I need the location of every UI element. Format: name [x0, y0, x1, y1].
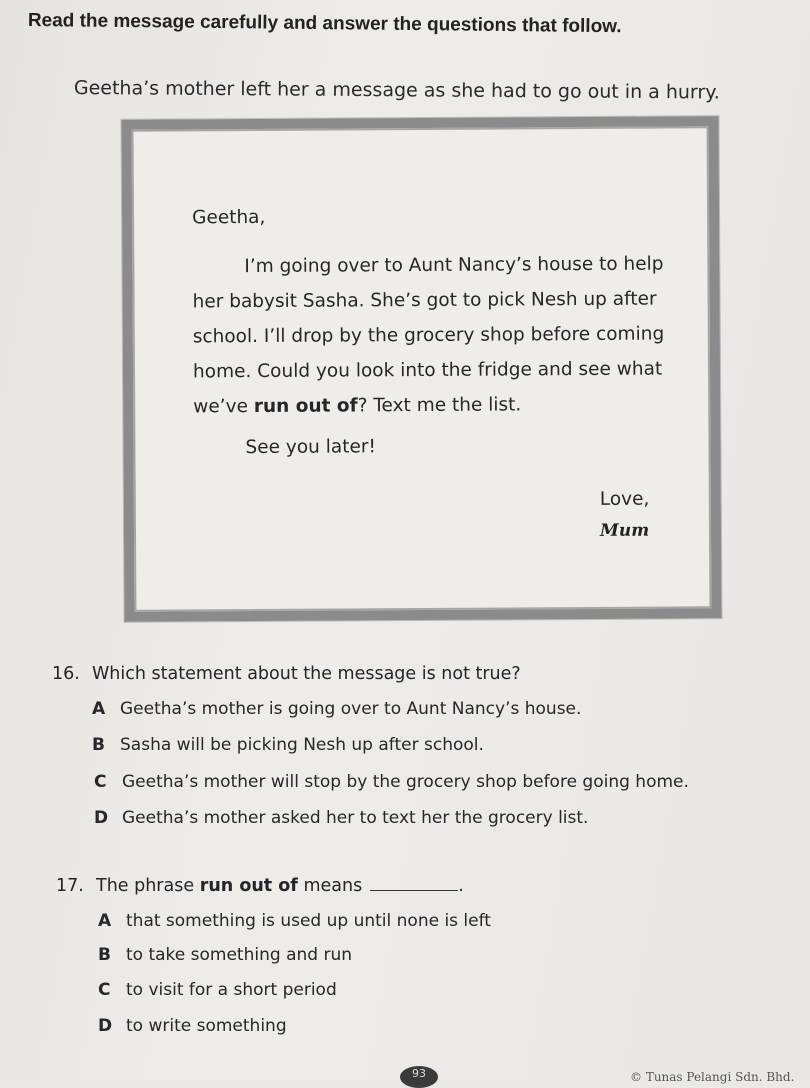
question-17	[56, 876, 464, 896]
option-letter: D	[94, 808, 109, 828]
option-text: to write something	[126, 1016, 287, 1036]
option-17-c[interactable]	[98, 980, 337, 1000]
message-body-line: her babysit Sasha. She’s got to pick Nesh up after	[192, 288, 657, 313]
question-text: means	[297, 876, 363, 896]
highlighted-phrase: run out of	[199, 876, 298, 896]
option-17-d[interactable]	[98, 1016, 287, 1036]
message-signoff: Love,	[599, 488, 650, 510]
message-body-line: school. I’ll drop by the grocery shop before coming	[192, 323, 665, 348]
answer-blank[interactable]	[370, 876, 458, 891]
message-closing: See you later!	[245, 436, 376, 459]
question-16	[52, 664, 521, 684]
question-number: 16.	[52, 664, 80, 684]
option-text: that something is used up until none is left	[126, 911, 491, 931]
question-text: Which statement about the message is not true?	[92, 664, 521, 684]
option-text: Geetha’s mother is going over to Aunt Nancy’s house.	[120, 699, 582, 719]
option-text: to visit for a short period	[126, 980, 337, 1000]
highlighted-phrase: run out of	[253, 395, 358, 418]
copyright-notice: © Tunas Pelangi Sdn. Bhd.	[630, 1070, 795, 1084]
option-16-d[interactable]	[94, 808, 588, 828]
question-text: The phrase	[96, 876, 200, 896]
option-16-b[interactable]	[92, 735, 484, 755]
option-17-b[interactable]	[98, 945, 352, 965]
question-text: .	[458, 876, 464, 896]
message-body-last-line	[193, 394, 521, 417]
signature: Mum	[599, 520, 650, 541]
message-body-line: I’m going over to Aunt Nancy’s house to help	[244, 253, 664, 278]
message-text: ? Text me the list.	[357, 394, 522, 417]
page-number: 93	[400, 1066, 438, 1088]
option-letter: C	[94, 772, 107, 792]
option-text: Geetha’s mother will stop by the grocery shop before going home.	[122, 772, 689, 792]
instruction-heading: Read the message carefully and answer the questions that follow.	[27, 10, 622, 38]
option-letter: A	[92, 699, 106, 719]
option-text: Geetha’s mother asked her to text her the grocery list.	[122, 808, 589, 828]
option-text: Sasha will be picking Nesh up after school.	[120, 735, 484, 755]
option-letter: D	[98, 1016, 113, 1036]
message-greeting: Geetha,	[192, 206, 266, 229]
question-number: 17.	[56, 876, 84, 896]
option-17-a[interactable]	[98, 911, 491, 931]
option-letter: C	[98, 980, 111, 1000]
message-note	[121, 116, 721, 622]
option-16-a[interactable]	[92, 699, 581, 719]
option-letter: B	[98, 945, 111, 965]
option-text: to take something and run	[126, 945, 352, 965]
intro-text: Geetha’s mother left her a message as she had to go out in a hurry.	[73, 77, 720, 104]
message-text: we’ve	[193, 396, 254, 418]
option-letter: A	[98, 911, 112, 931]
message-body-line: home. Could you look into the fridge and see what	[192, 358, 663, 383]
option-16-c[interactable]	[94, 772, 689, 792]
option-letter: B	[92, 735, 105, 755]
